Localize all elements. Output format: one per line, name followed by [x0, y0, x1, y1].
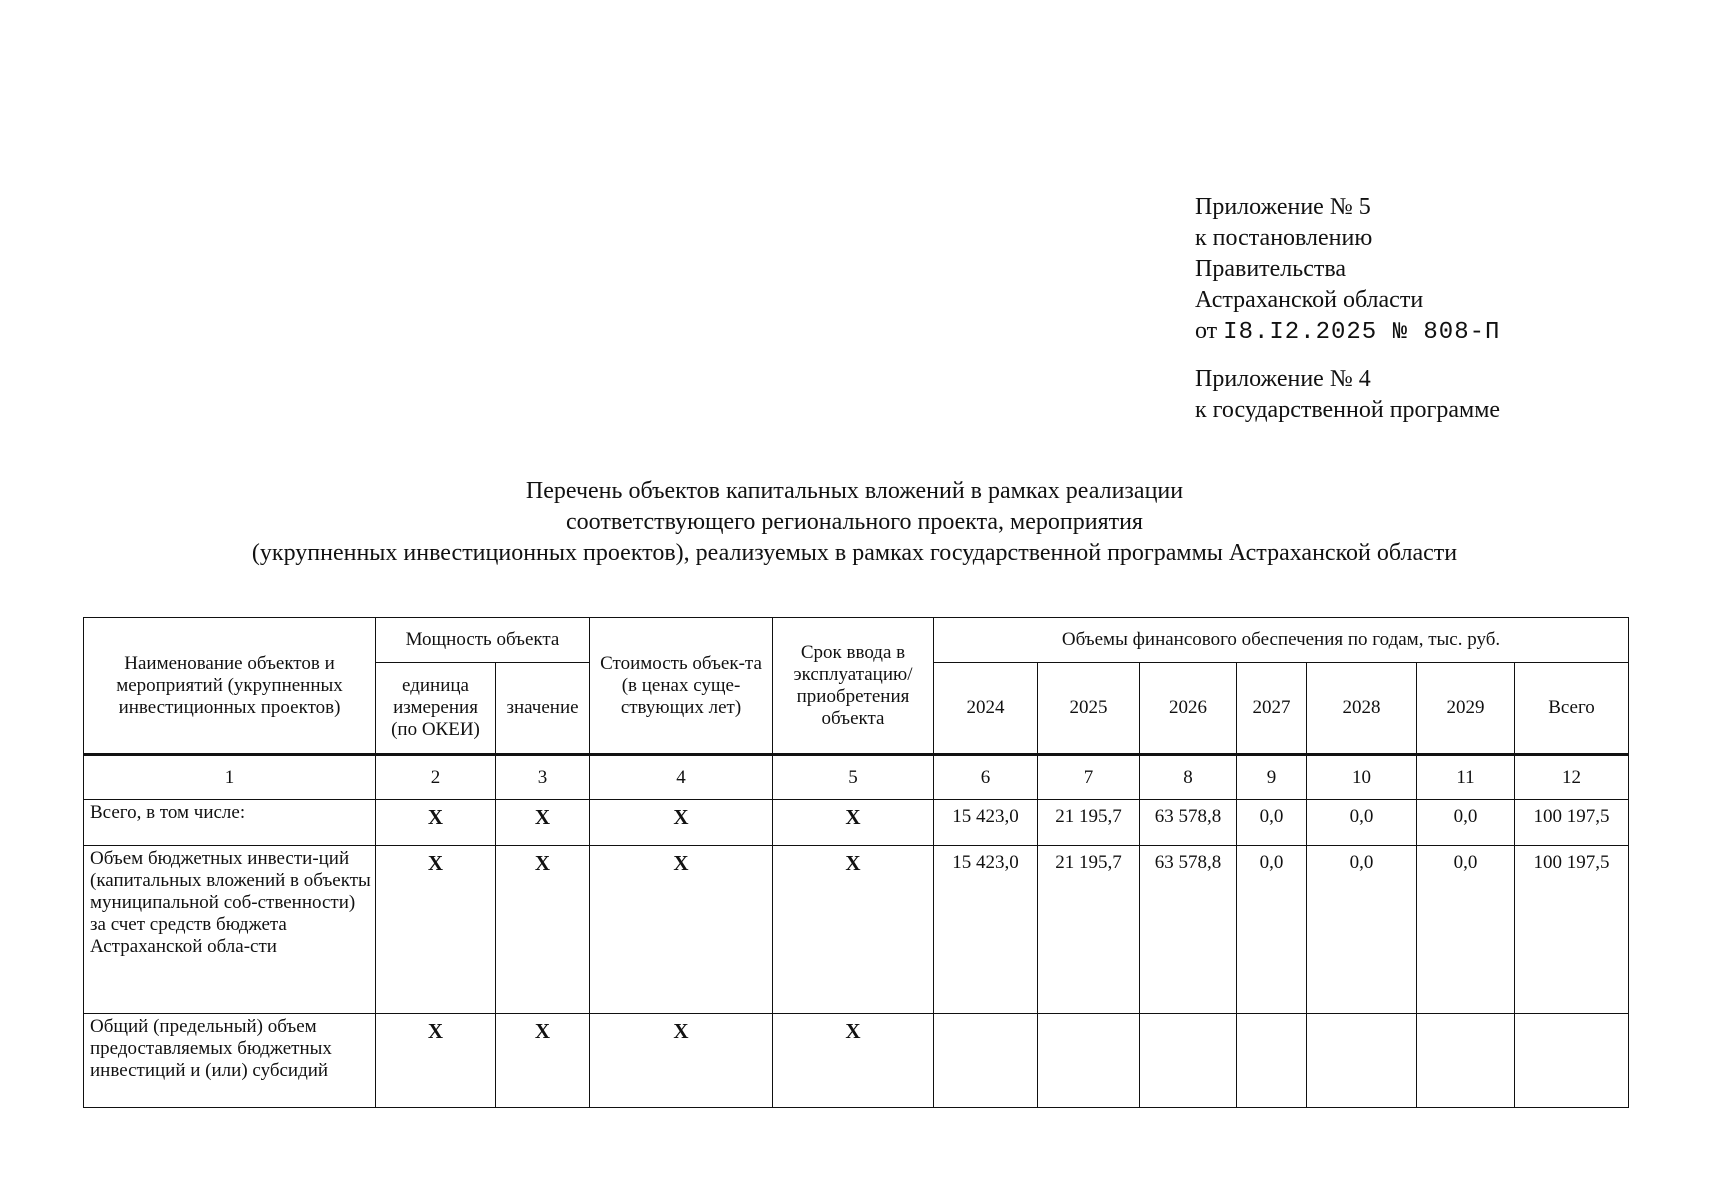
cell-unit: X: [376, 1014, 496, 1108]
appendix-5-block: [1195, 192, 1500, 348]
title-line2: соответствующего регионального проекта, мероприятия: [566, 509, 1143, 535]
cell-value: X: [496, 846, 590, 1014]
cell-2024: 15 423,0: [934, 800, 1038, 846]
cell-2025: 21 195,7: [1038, 846, 1140, 1014]
cell-total: [1515, 1014, 1629, 1108]
cell-2024: [934, 1014, 1038, 1108]
document-title: [0, 476, 1709, 569]
column-number: 5: [773, 755, 934, 800]
header-year-2026: 2026: [1140, 663, 1237, 755]
header-funding: Объемы финансового обеспечения по годам, тыс. руб.: [934, 618, 1629, 663]
capital-investments-table: [83, 617, 1629, 1108]
cell-unit: X: [376, 800, 496, 846]
header-year-2027: 2027: [1237, 663, 1307, 755]
column-number: 4: [590, 755, 773, 800]
header-year-2028: 2028: [1307, 663, 1417, 755]
cell-2026: 63 578,8: [1140, 800, 1237, 846]
title-line1: Перечень объектов капитальных вложений в рамках реализации: [525, 478, 1184, 504]
row-name: Всего, в том числе:: [84, 800, 376, 846]
header-cost: Стоимость объек-та (в ценах суще-ствующих лет): [590, 618, 773, 755]
table-row-budget-investments: [84, 846, 1629, 1014]
header-commissioning: Срок ввода в эксплуатацию/ приобретения объекта: [773, 618, 934, 755]
cell-commissioning: X: [773, 846, 934, 1014]
cell-cost: X: [590, 800, 773, 846]
appendix-5-line1: Приложение № 5: [1195, 194, 1371, 220]
row-name: Общий (предельный) объем предоставляемых бюджетных инвестиций и (или) субсидий: [84, 1014, 376, 1108]
cell-value: X: [496, 800, 590, 846]
cell-2028: 0,0: [1307, 846, 1417, 1014]
title-line3: (укрупненных инвестиционных проектов), реализуемых в рамках государственной программы Астраханской области: [251, 540, 1458, 566]
header-row-1: [84, 618, 1629, 663]
column-number: 9: [1237, 755, 1307, 800]
appendix-5-line2: к постановлению: [1195, 225, 1373, 251]
cell-2027: 0,0: [1237, 800, 1307, 846]
cell-2028: [1307, 1014, 1417, 1108]
column-number: 7: [1038, 755, 1140, 800]
header-name: Наименование объектов и мероприятий (укрупненных инвестиционных проектов): [84, 618, 376, 755]
cell-unit: X: [376, 846, 496, 1014]
table-row-total: [84, 800, 1629, 846]
header-value: значение: [496, 663, 590, 755]
header-capacity: Мощность объекта: [376, 618, 590, 663]
cell-2025: [1038, 1014, 1140, 1108]
column-numbers-row: [84, 755, 1629, 800]
column-number: 12: [1515, 755, 1629, 800]
column-number: 11: [1417, 755, 1515, 800]
column-number: 6: [934, 755, 1038, 800]
cell-2029: [1417, 1014, 1515, 1108]
column-number: 8: [1140, 755, 1237, 800]
row-name: Объем бюджетных инвести-ций (капитальных вложений в объекты муниципальной соб-ственности) за счет средств бюджета Астраханской обла-сти: [84, 846, 376, 1014]
column-number: 1: [84, 755, 376, 800]
appendix-4-block: [1195, 364, 1500, 426]
column-number: 2: [376, 755, 496, 800]
cell-total: 100 197,5: [1515, 846, 1629, 1014]
appendix-5-line3: Правительства: [1195, 256, 1347, 282]
cell-2029: 0,0: [1417, 800, 1515, 846]
appendix-5-line5: [1195, 316, 1500, 348]
cell-2027: 0,0: [1237, 846, 1307, 1014]
column-number: 10: [1307, 755, 1417, 800]
header-year-total: Всего: [1515, 663, 1629, 755]
cell-2024: 15 423,0: [934, 846, 1038, 1014]
cell-total: 100 197,5: [1515, 800, 1629, 846]
appendix-4-line2: к государственной программе: [1195, 397, 1501, 423]
cell-2028: 0,0: [1307, 800, 1417, 846]
cell-2029: 0,0: [1417, 846, 1515, 1014]
appendix-5-date-number: I8.I2.2025 № 808-П: [1223, 319, 1501, 346]
cell-cost: X: [590, 846, 773, 1014]
header-year-2025: 2025: [1038, 663, 1140, 755]
cell-2026: [1140, 1014, 1237, 1108]
cell-commissioning: X: [773, 1014, 934, 1108]
cell-commissioning: X: [773, 800, 934, 846]
column-number: 3: [496, 755, 590, 800]
header-unit: единица измерения (по ОКЕИ): [376, 663, 496, 755]
cell-2025: 21 195,7: [1038, 800, 1140, 846]
appendix-5-line4: Астраханской области: [1195, 287, 1424, 313]
cell-2027: [1237, 1014, 1307, 1108]
header-year-2024: 2024: [934, 663, 1038, 755]
header-year-2029: 2029: [1417, 663, 1515, 755]
cell-2026: 63 578,8: [1140, 846, 1237, 1014]
appendix-4-line1: Приложение № 4: [1195, 366, 1371, 392]
appendix-5-date-prefix: от: [1195, 318, 1224, 344]
table-row-limit-volume: [84, 1014, 1629, 1108]
cell-value: X: [496, 1014, 590, 1108]
cell-cost: X: [590, 1014, 773, 1108]
